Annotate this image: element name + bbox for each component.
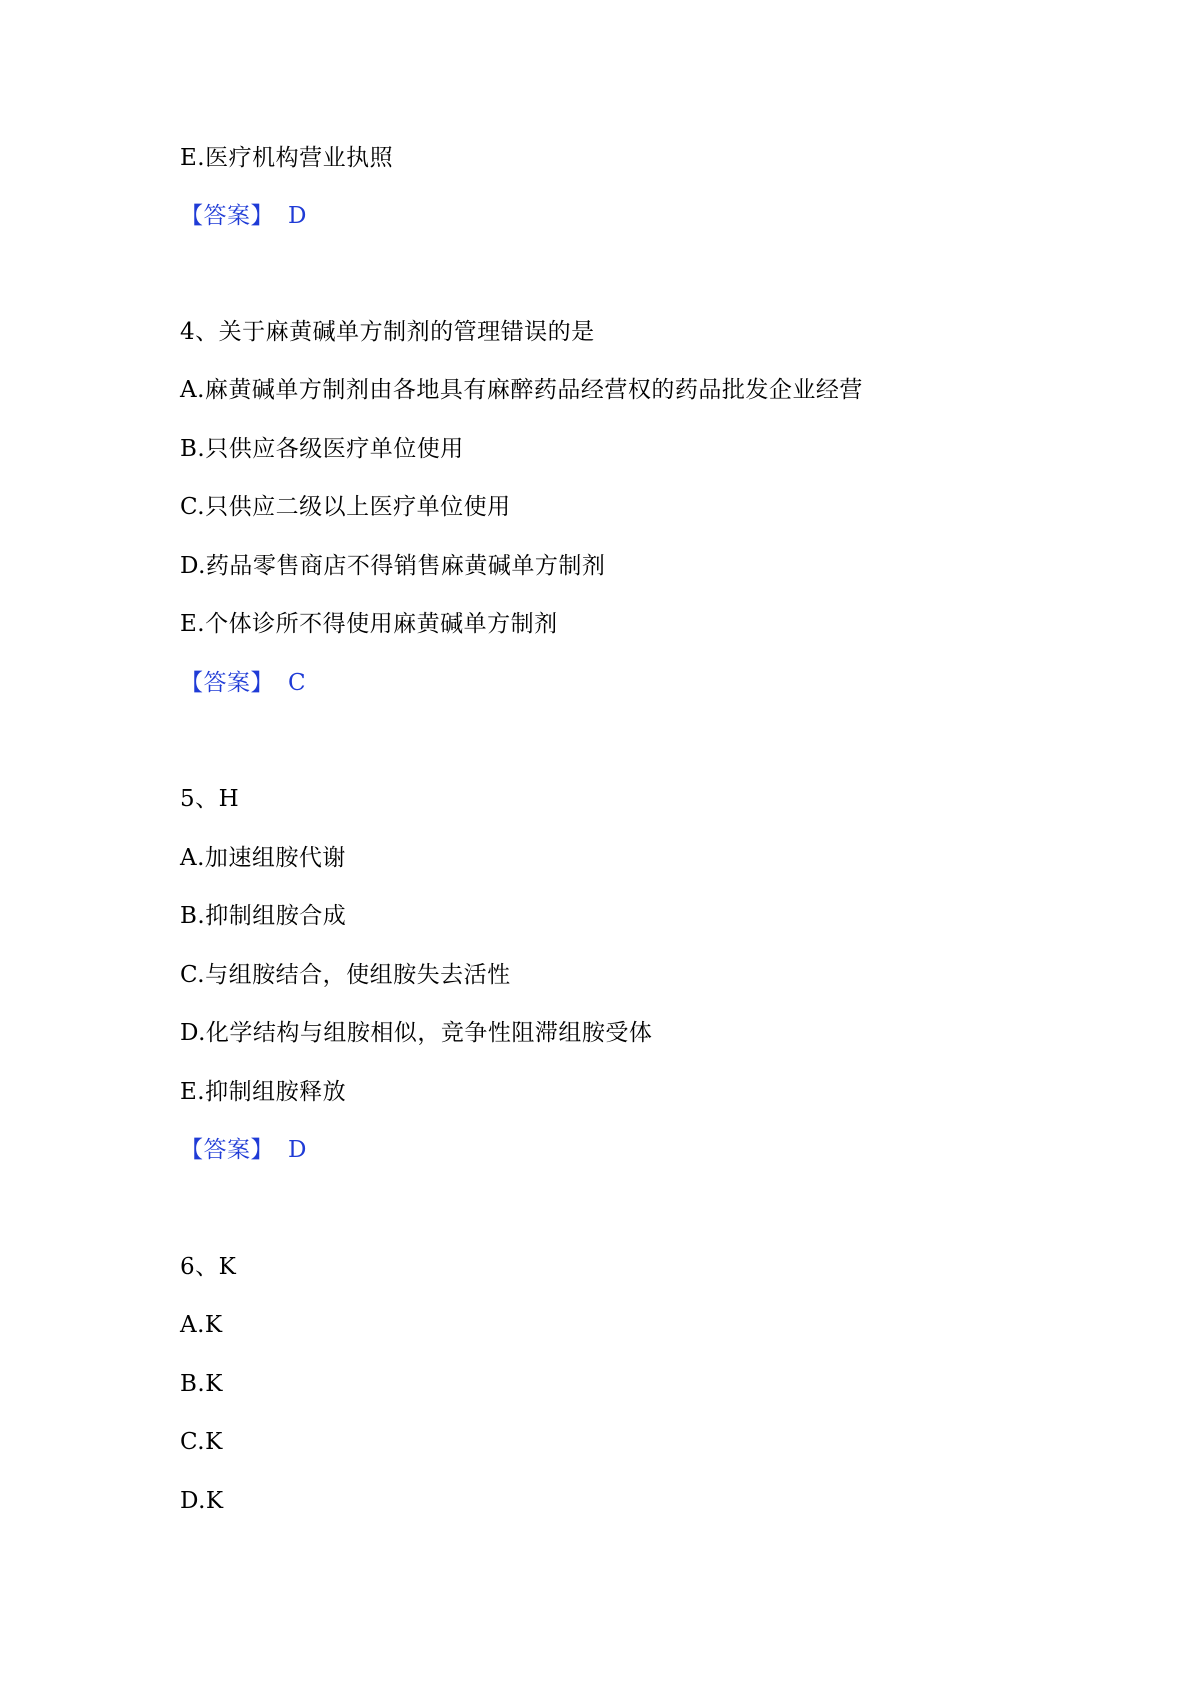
q4-option-e: E.个体诊所不得使用麻黄碱单方制剂 bbox=[180, 611, 558, 637]
q5-answer bbox=[180, 1135, 307, 1165]
answer-value: C bbox=[288, 670, 307, 696]
answer-value: D bbox=[288, 203, 307, 229]
q5-question: 5、H bbox=[180, 786, 240, 812]
q4-option-c: C.只供应二级以上医疗单位使用 bbox=[180, 494, 511, 520]
q6-option-c: C.K bbox=[180, 1429, 223, 1455]
q6-option-b: B.K bbox=[180, 1371, 223, 1397]
answer-label: 【答案】 bbox=[180, 203, 274, 229]
q6-option-a: A.K bbox=[180, 1312, 223, 1338]
answer-label: 【答案】 bbox=[180, 670, 274, 696]
q3-option-e: E.医疗机构营业执照 bbox=[180, 145, 394, 171]
q5-option-b: B.抑制组胺合成 bbox=[180, 903, 347, 929]
q6-option-d: D.K bbox=[180, 1488, 224, 1514]
q4-question: 4、关于麻黄碱单方制剂的管理错误的是 bbox=[180, 319, 595, 345]
q6-question: 6、K bbox=[180, 1254, 237, 1280]
answer-label: 【答案】 bbox=[180, 1137, 274, 1163]
q4-answer bbox=[180, 668, 306, 698]
q4-option-b: B.只供应各级医疗单位使用 bbox=[180, 436, 464, 462]
q4-option-a: A.麻黄碱单方制剂由各地具有麻醉药品经营权的药品批发企业经营 bbox=[180, 377, 863, 403]
q5-option-a: A.加速组胺代谢 bbox=[180, 845, 346, 871]
q3-answer bbox=[180, 201, 307, 231]
answer-value: D bbox=[288, 1137, 307, 1163]
q4-option-d: D.药品零售商店不得销售麻黄碱单方制剂 bbox=[180, 553, 606, 579]
q5-option-c: C.与组胺结合，使组胺失去活性 bbox=[180, 962, 511, 988]
q5-option-d: D.化学结构与组胺相似，竞争性阻滞组胺受体 bbox=[180, 1020, 653, 1046]
q5-option-e: E.抑制组胺释放 bbox=[180, 1079, 347, 1105]
